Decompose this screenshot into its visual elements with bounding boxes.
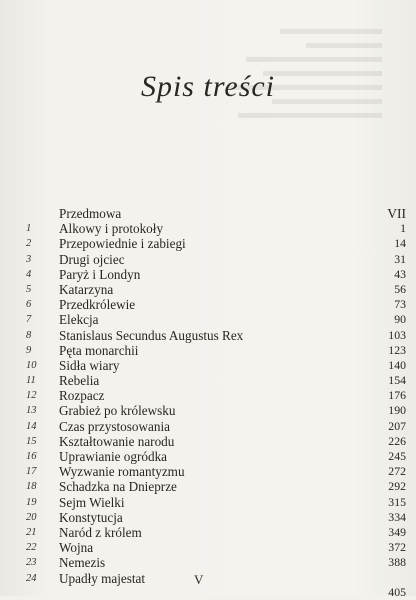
chapter-title: Naród z królem <box>59 524 142 540</box>
toc-entry <box>26 206 406 221</box>
chapter-title: Przedmowa <box>59 206 122 221</box>
chapter-number: 7 <box>26 314 32 326</box>
chapter-title: Rozpacz <box>59 388 105 404</box>
page-number: 31 <box>394 251 406 266</box>
page-number: 14 <box>394 236 406 251</box>
chapter-number: 19 <box>26 496 37 508</box>
chapter-title: Wojna <box>59 540 94 556</box>
chapter-title: Nemezis <box>59 555 106 571</box>
toc-entry <box>26 540 406 555</box>
page-number: 292 <box>388 479 406 494</box>
chapter-number: 3 <box>26 253 32 265</box>
chapter-title: Sidła wiary <box>59 357 120 373</box>
page-number: 272 <box>388 464 406 479</box>
page-number: 43 <box>394 266 406 281</box>
chapter-title: Grabież po królewsku <box>59 403 176 419</box>
toc-entry <box>26 388 406 403</box>
page-number: 315 <box>388 494 406 509</box>
toc-entry <box>26 267 406 282</box>
page-number: 140 <box>388 357 406 372</box>
chapter-number: 1 <box>26 223 32 235</box>
chapter-number: 6 <box>26 299 32 311</box>
page-number: 1 <box>400 221 406 236</box>
chapter-title: Paryż i Londyn <box>59 266 141 282</box>
page-number: 90 <box>394 312 406 327</box>
chapter-number: 8 <box>26 329 32 341</box>
table-of-contents <box>26 206 406 586</box>
chapter-title: Katarzyna <box>59 281 114 297</box>
chapter-number: 15 <box>26 435 37 447</box>
chapter-number: 17 <box>26 466 37 478</box>
chapter-number: 5 <box>26 283 32 295</box>
chapter-number: 21 <box>26 526 37 538</box>
final-page-number: 405 <box>388 585 406 599</box>
toc-entry <box>26 403 406 418</box>
chapter-number: 14 <box>26 420 37 432</box>
page-number: 207 <box>388 418 406 433</box>
chapter-number: 23 <box>26 557 37 569</box>
chapter-number: 20 <box>26 511 37 523</box>
toc-entry <box>26 525 406 540</box>
chapter-title: Konstytucja <box>59 509 123 525</box>
chapter-title: Elekcja <box>59 312 99 328</box>
page-number: 103 <box>388 327 406 342</box>
toc-entry <box>26 328 406 343</box>
chapter-number: 4 <box>26 268 32 280</box>
page-number: 190 <box>388 403 406 418</box>
page-folio: V <box>194 572 204 587</box>
chapter-title: Drugi ojciec <box>59 251 125 267</box>
toc-entry <box>26 312 406 327</box>
chapter-title: Czas przystosowania <box>59 418 170 434</box>
page-number: 334 <box>388 509 406 524</box>
toc-entry <box>26 555 406 570</box>
toc-entry <box>26 343 406 358</box>
toc-entry <box>26 252 406 267</box>
chapter-title: Pęta monarchii <box>59 342 139 358</box>
page-number: 245 <box>388 449 406 463</box>
toc-entry <box>26 297 406 312</box>
chapter-number: 10 <box>26 359 37 371</box>
toc-entry <box>26 495 406 510</box>
chapter-number: 18 <box>26 481 37 493</box>
chapter-title: Upadły majestat <box>59 570 146 586</box>
toc-entry <box>26 510 406 525</box>
chapter-title: Alkowy i protokoły <box>59 221 164 237</box>
page-number: 372 <box>388 540 406 555</box>
toc-entry <box>26 464 406 479</box>
page-number: 73 <box>394 297 406 312</box>
toc-entry <box>26 282 406 297</box>
page-number: 388 <box>388 555 406 570</box>
page-number: 123 <box>388 342 406 357</box>
chapter-number: 11 <box>26 375 36 387</box>
page-number: 349 <box>388 524 406 539</box>
page-number: 226 <box>388 433 406 448</box>
chapter-number: 12 <box>26 390 37 402</box>
chapter-number: 2 <box>26 238 32 250</box>
chapter-title: Przepowiednie i zabiegi <box>59 236 186 252</box>
toc-entry <box>26 358 406 373</box>
chapter-title: Kształtowanie narodu <box>59 433 175 449</box>
chapter-title: Przedkrólewie <box>59 297 136 313</box>
chapter-number: 13 <box>26 405 37 417</box>
page-number: 56 <box>394 281 406 296</box>
chapter-number: 16 <box>26 451 37 462</box>
chapter-number: 22 <box>26 542 37 554</box>
toc-entry <box>26 236 406 251</box>
toc-entry <box>26 221 406 236</box>
toc-entry <box>26 479 406 494</box>
page-number: 154 <box>388 373 406 388</box>
toc-entry <box>26 449 406 464</box>
chapter-title: Rebelia <box>59 373 100 389</box>
toc-entry <box>26 419 406 434</box>
page-number: 176 <box>388 388 406 403</box>
toc-entry <box>26 571 406 586</box>
chapter-title: Schadzka na Dnieprze <box>59 479 177 495</box>
chapter-title: Stanislaus Secundus Augustus Rex <box>59 327 244 343</box>
chapter-title: Sejm Wielki <box>59 494 125 510</box>
page-title: Spis treści <box>140 70 276 103</box>
chapter-number: 9 <box>26 344 32 356</box>
page-number: VII <box>387 206 406 221</box>
chapter-title: Wyzwanie romantyzmu <box>59 464 185 480</box>
chapter-number: 24 <box>26 572 37 584</box>
toc-entry <box>26 434 406 449</box>
toc-entry <box>26 373 406 388</box>
chapter-title: Uprawianie ogródka <box>59 449 168 464</box>
